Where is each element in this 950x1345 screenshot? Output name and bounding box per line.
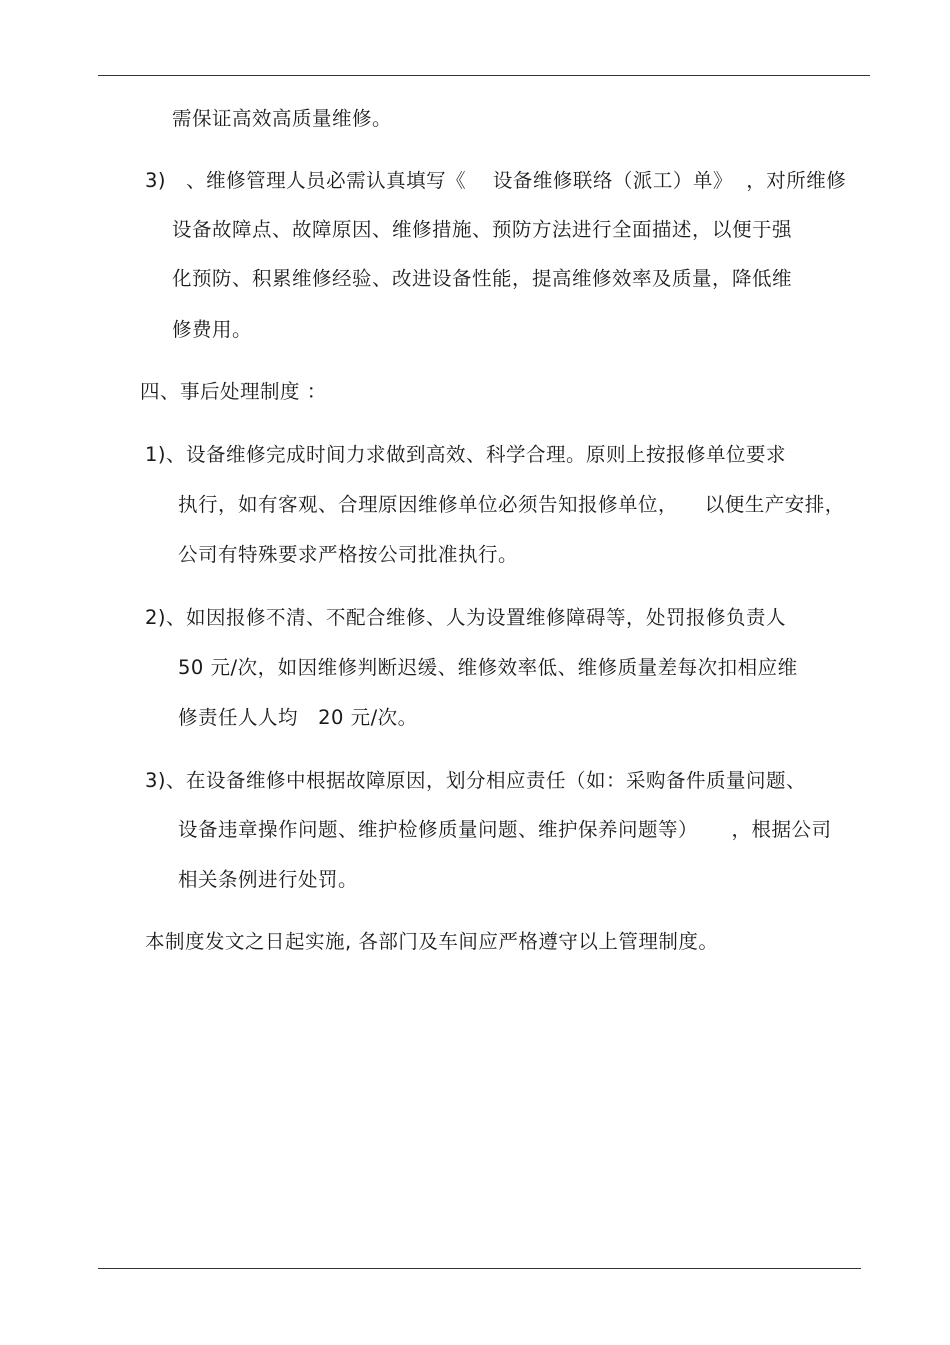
paragraph-line: 3)、在设备维修中根据故障原因，划分相应责任（如：采购备件质量问题、 [145,769,807,792]
paragraph-line: 执行，如有客观、合理原因维修单位必须告知报修单位， 以便生产安排， [178,493,845,516]
section-heading: 四、事后处理制度 ： [140,380,327,403]
paragraph-line: 设备违章操作问题、维护检修质量问题、维护保养问题等） ，根据公司 [178,818,832,841]
paragraph-line: 设备故障点、故障原因、维修措施、预防方法进行全面描述，以便于强 [172,218,793,241]
paragraph-line: 50 元/次，如因维修判断迟缓、维修效率低、维修质量差每次扣相应维 [178,656,798,679]
paragraph-line: 需保证高效高质量维修。 [172,107,393,130]
paragraph-line: 相关条例进行处罚。 [178,868,359,891]
paragraph-line: 2)、如因报修不清、不配合维修、人为设置维修障碍等，处罚报修负责人 [145,606,787,629]
paragraph-line: 修费用。 [172,318,253,341]
closing-statement: 本制度发文之日起实施, 各部门及车间应严格遵守以上管理制度。 [145,930,719,953]
paragraph-line: 公司有特殊要求严格按公司批准执行。 [178,543,519,566]
header-rule [98,75,870,76]
paragraph-line: 修责任人人均 20 元/次。 [178,706,418,729]
footer-rule [98,1268,861,1269]
paragraph-line: 1)、设备维修完成时间力求做到高效、科学合理。原则上按报修单位要求 [145,443,787,466]
paragraph-line: 化预防、积累维修经验、改进设备性能，提高维修效率及质量，降低维 [172,267,793,290]
paragraph-line: 3) 、维修管理人员必需认真填写《 设备维修联络（派工）单》 ，对所维修 [145,169,847,192]
